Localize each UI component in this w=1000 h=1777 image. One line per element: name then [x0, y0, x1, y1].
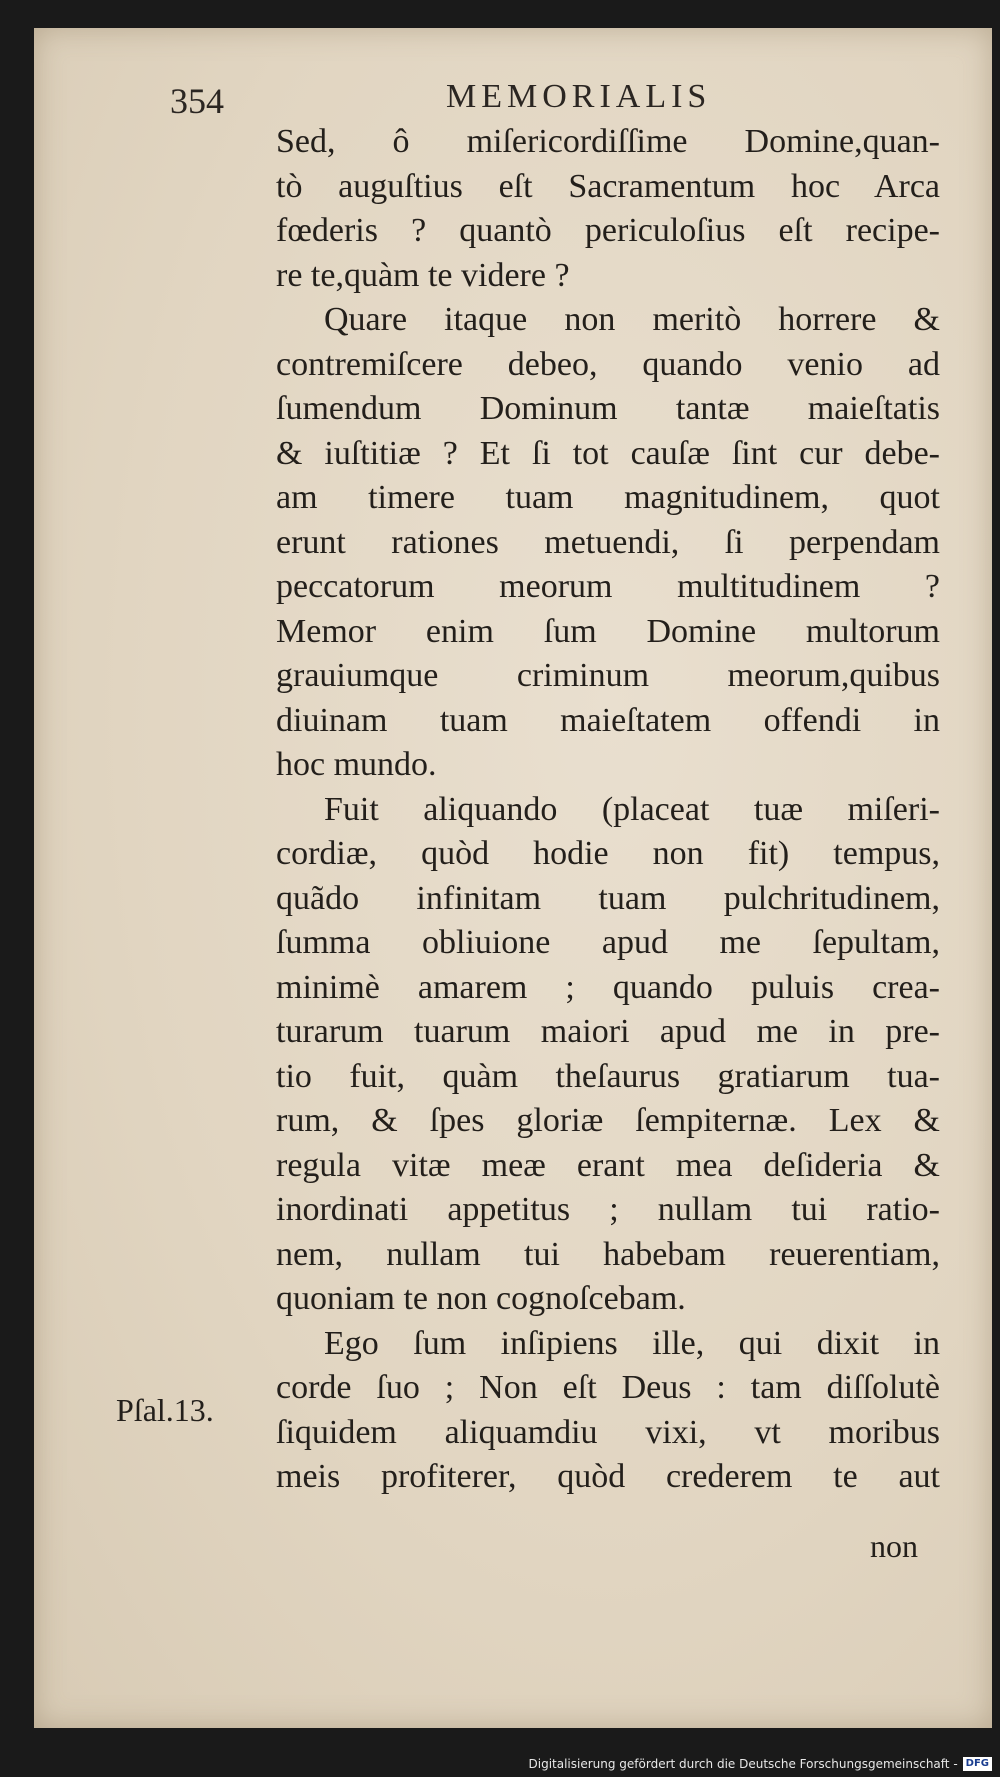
text-line: meis profiterer, quòd crederem te aut [276, 1458, 940, 1495]
text-line: am timere tuam magnitudinem, quot [276, 479, 940, 516]
text-line: hoc mundo. [276, 746, 437, 783]
text-line: corde ſuo ; Non eſt Deus : tam diſſolutè [276, 1369, 940, 1406]
page-number: 354 [170, 81, 224, 121]
text-line: cordiæ, quòd hodie non fit) tempus, [276, 835, 940, 872]
text-line: turarum tuarum maiori apud me in pre- [276, 1013, 940, 1050]
text-line: erunt rationes metuendi, ſi perpendam [276, 523, 940, 561]
text-line: nem, nullam tui habebam reuerentiam, [276, 1235, 940, 1273]
text-line: ſumma obliuione apud me ſepultam, [276, 924, 940, 961]
text-line: re te,quàm te videre ? [276, 256, 570, 294]
text-line: Fuit aliquando (placeat tuæ miſeri- [324, 790, 940, 828]
running-head: MEMORIALIS [446, 78, 712, 115]
text-line: Quare itaque non meritò horrere & [324, 301, 940, 338]
catchword: non [870, 1528, 918, 1564]
text-line: quoniam te non cognoſcebam. [276, 1280, 686, 1317]
text-line: & iuſtitiæ ? Et ſi tot cauſæ ſint cur debe- [276, 434, 940, 472]
text-line: quãdo infinitam tuam pulchritudinem, [276, 879, 940, 917]
text-line: ſumendum Dominum tantæ maieſtatis [276, 390, 940, 427]
footer-credit [529, 1757, 993, 1771]
text-line: Memor enim ſum Domine multorum [276, 612, 940, 650]
text-line: regula vitæ meæ erant mea deſideria & [276, 1146, 940, 1184]
text-line: tio fuit, quàm theſaurus gratiarum tua- [276, 1057, 940, 1095]
margin-note: Pſal.13. [116, 1392, 214, 1428]
text-line: inordinati appetitus ; nullam tui ratio- [276, 1191, 940, 1228]
dfg-logo-icon: DFG [963, 1757, 992, 1771]
text-line: tò auguſtius eſt Sacramentum hoc Arca [276, 167, 940, 205]
text-line: grauiumque criminum meorum,quibus [276, 657, 940, 694]
footer-text: Digitalisierung gefördert durch die Deutsche Forschungsgemeinschaft - [528, 1757, 958, 1771]
text-line: ſiquidem aliquamdiu vixi, vt moribus [276, 1413, 940, 1451]
text-line: peccatorum meorum multitudinem ? [276, 568, 940, 605]
text-line: contremiſcere debeo, quando venio ad [276, 345, 940, 383]
text-line: Sed, ô miſericordiſſime Domine,quan- [276, 123, 940, 160]
text-line: rum, & ſpes gloriæ ſempiternæ. Lex & [276, 1102, 940, 1139]
text-line: minimè amarem ; quando puluis crea- [276, 968, 940, 1006]
text-line: fœderis ? quantò periculoſius eſt recipe- [276, 212, 940, 249]
text-block [276, 120, 940, 1500]
text-line: diuinam tuam maieſtatem offendi in [276, 701, 940, 739]
text-line: Ego ſum inſipiens ille, qui dixit in [324, 1324, 940, 1362]
